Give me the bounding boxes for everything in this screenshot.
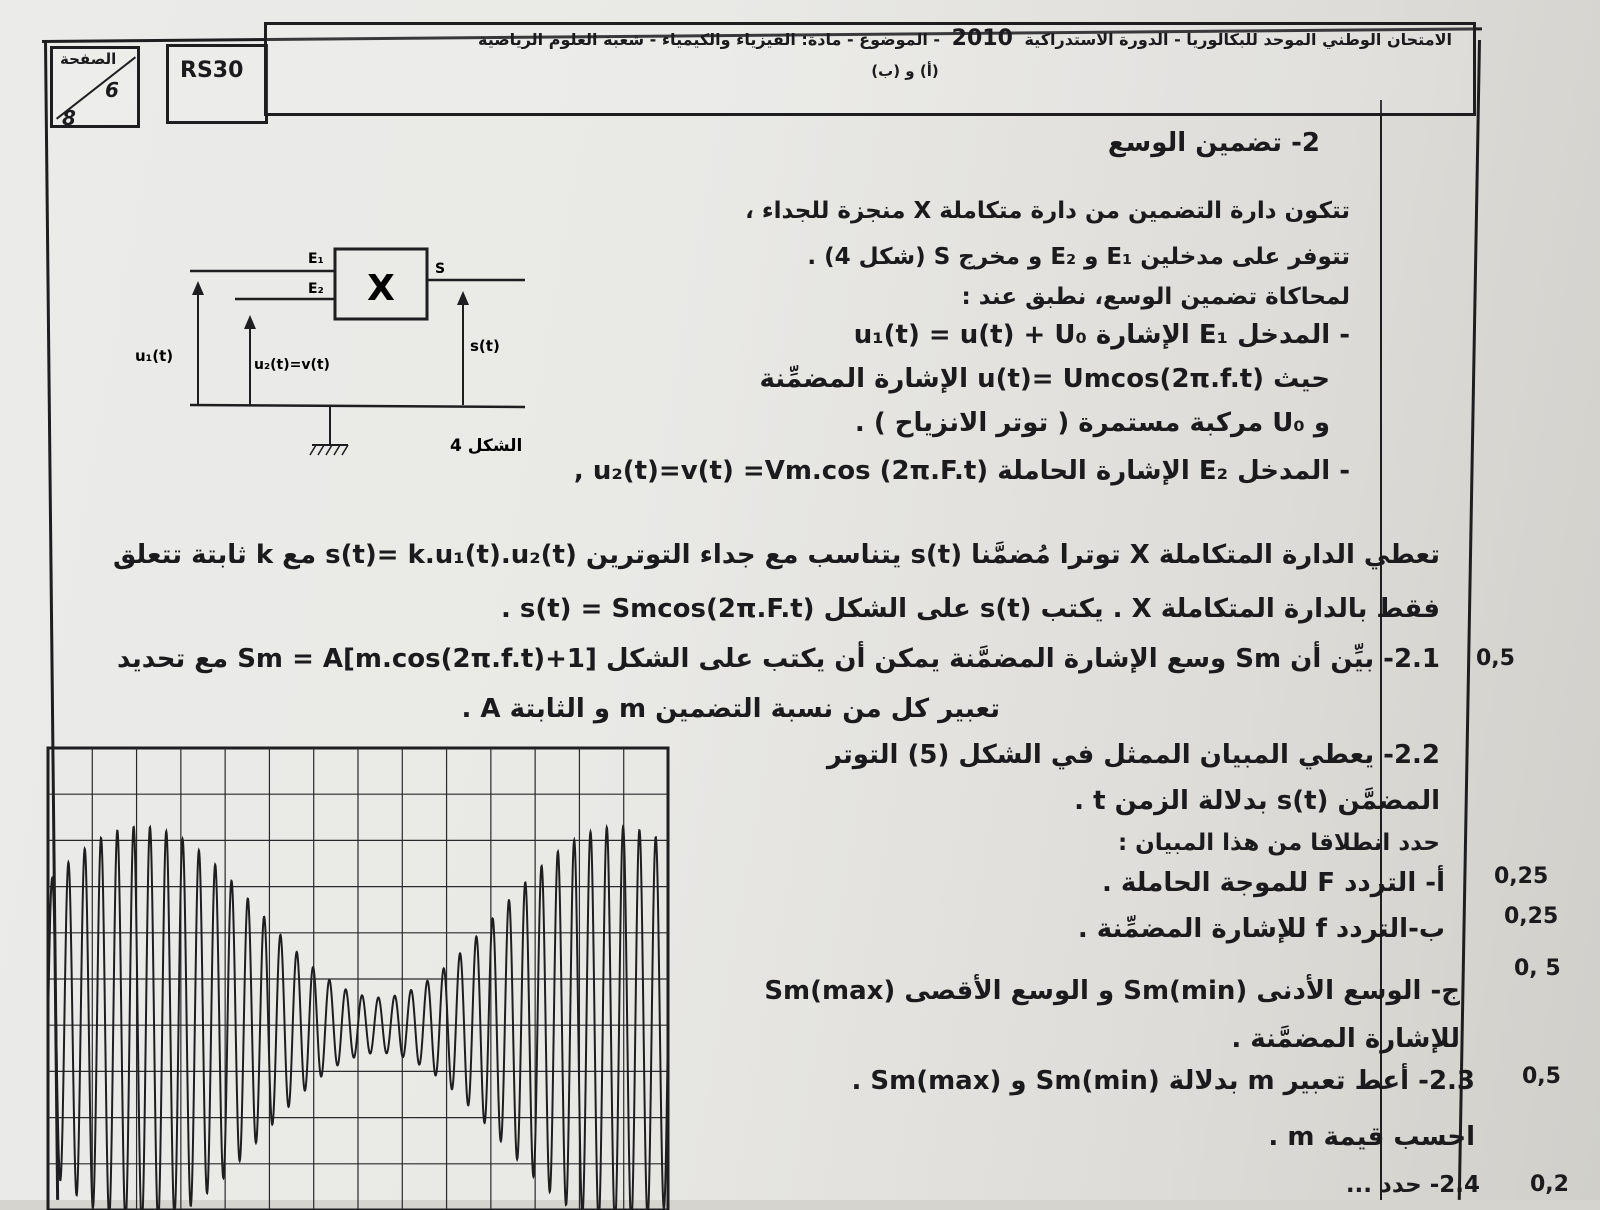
page-label: الصفحة	[60, 50, 117, 68]
ground-icon	[310, 445, 348, 455]
q22-line-3: حدد انطلاقا من هذا المبيان :	[1117, 830, 1440, 856]
q22-line-2: المضمَّن s(t) بدلالة الزمن t .	[1074, 786, 1440, 816]
q24-line: 2.4- حدد ...	[1345, 1172, 1480, 1198]
page-total: 8	[62, 106, 76, 130]
q22-b: ب-التردد f للإشارة المضمِّنة .	[1077, 914, 1445, 944]
q23-mark: 0,5	[1522, 1064, 1561, 1089]
title-left: الامتحان الوطني الموحد للبكالوريا - الدورة الاستدراكية	[1024, 30, 1453, 49]
q21-line-2: تعبير كل من نسبة التضمين m و الثابتة A .	[461, 694, 1000, 724]
figure4-caption: الشكل 4	[450, 436, 523, 456]
q22-line-1: 2.2- يعطي المبيان الممثل في الشكل (5) التوتر	[826, 740, 1440, 770]
para2-line-2: فقط بالدارة المتكاملة X . يكتب s(t) على الشكل s(t) = Smcos(2π.F.t) .	[500, 594, 1440, 624]
subject-code: RS30	[180, 58, 244, 83]
intro-line-3: لمحاكاة تضمين الوسع، نطبق عند :	[961, 284, 1350, 310]
q23-line-1: 2.3- أعط تعبير m بدلالة Sm(min) و Sm(max) .	[851, 1066, 1475, 1096]
q22-b-mark: 0,25	[1504, 904, 1559, 929]
q21-line-1: 2.1- بيِّن أن Sm وسع الإشارة المضمَّنة يمكن أن يكتب على الشكل Sm = A[m.cos(2π.f.t)+1] مع تحديد	[116, 644, 1440, 674]
title-right: - الموضوع - مادة: الفيزياء والكيمياء - شعبة العلوم الرياضية	[477, 30, 941, 49]
section-title: 2- تضمين الوسع	[1107, 128, 1320, 158]
code-box	[166, 44, 268, 124]
circuit-figure-4	[130, 235, 550, 475]
figure-5-graph	[30, 740, 680, 1210]
intro-line-1: تتكون دارة التضمين من دارة متكاملة X منجزة للجداء ،	[745, 198, 1350, 224]
q24-mark: 0,2	[1530, 1172, 1569, 1197]
multiplier-label: X	[367, 268, 395, 309]
q22-a: أ- التردد F للموجة الحاملة .	[1101, 868, 1445, 898]
intro-line-2: تتوفر على مدخلين E₁ و E₂ و مخرج S (شكل 4) .	[807, 244, 1350, 270]
exam-year: 2010	[951, 26, 1013, 51]
input2-label: E₂	[308, 281, 324, 297]
q22-c-1: ج- الوسع الأدنى Sm(min) و الوسع الأقصى Sm(max)	[764, 976, 1460, 1006]
q22-c-2: للإشارة المضمَّنة .	[1231, 1024, 1460, 1054]
input1-label: E₁	[308, 251, 324, 267]
u2-label: u₂(t)=v(t)	[254, 357, 330, 373]
s-label: s(t)	[470, 337, 500, 355]
q22-a-mark: 0,25	[1494, 864, 1549, 889]
exam-subtitle: (أ) و (ب)	[871, 62, 939, 80]
ground-rail	[190, 405, 525, 407]
page-current: 6	[105, 78, 119, 102]
intro-line-4: - المدخل E₁ الإشارة u₁(t) = u(t) + U₀	[853, 320, 1350, 350]
q21-mark: 0,5	[1476, 646, 1515, 671]
intro-line-6: و U₀ مركبة مستمرة ( توتر الانزياح ) .	[854, 408, 1330, 438]
intro-line-7: - المدخل E₂ الإشارة الحاملة u₂(t)=v(t) =Vm.cos (2π.F.t) ,	[573, 456, 1350, 486]
exam-title	[400, 26, 1530, 51]
q23-line-2: احسب قيمة m .	[1268, 1122, 1475, 1152]
graph-grid	[48, 748, 668, 1210]
output-label: S	[435, 261, 446, 277]
u1-label: u₁(t)	[135, 347, 174, 365]
para2-line-1: تعطي الدارة المتكاملة X توترا مُضمَّنا s(t) يتناسب مع جداء التوترين s(t)= k.u₁(t).u₂(t) مع k ثابتة تتعلق	[112, 540, 1440, 570]
intro-line-5: حيث u(t)= Umcos(2π.f.t) الإشارة المضمِّنة	[759, 364, 1330, 394]
q22-c-mark: 0, 5	[1514, 956, 1561, 981]
